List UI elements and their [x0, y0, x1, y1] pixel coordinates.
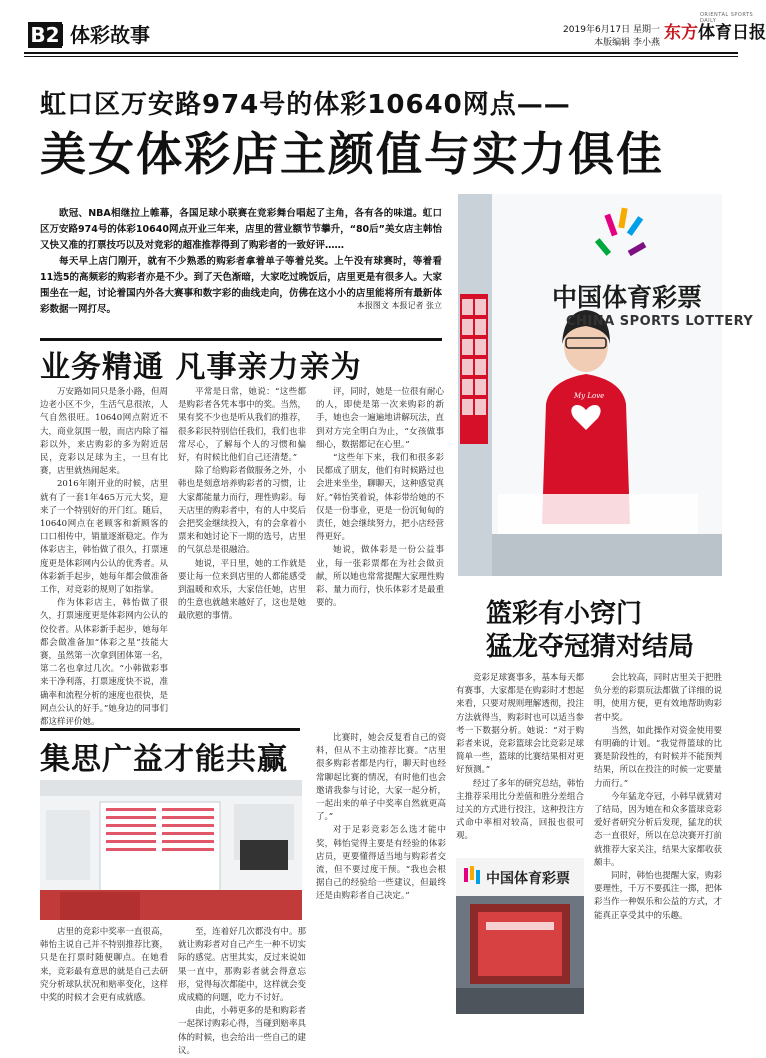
section1-column-1 — [40, 386, 168, 728]
section3-column-2 — [456, 672, 584, 848]
section-title-3-line2: 猛龙夺冠猜对结局 — [486, 632, 695, 662]
logo-red-part: 东方 — [664, 23, 698, 43]
body-paragraph: 至，连着好几次都没有中。那就让购彩者对自己产生一种不切实际的感觉。店里其实，反过来说如果一直中，那购彩者就会得意忘形，觉得每次都能中，这样就会变成成瘾的问题，吃力不讨好。 — [178, 927, 306, 1004]
issue-date: 2019年6月17日 星期一 — [563, 25, 660, 35]
section2-column-2 — [178, 926, 306, 1056]
editor-credit: 本版编辑 李小燕 — [594, 38, 660, 48]
section1-column-3 — [316, 386, 444, 720]
body-paragraph: 当然，如此操作对资金使用要有明确的计划。“我觉得篮球的比赛是阶段性的，有时候并不能预判结果，所以在投注的时候一定要量力而行。” — [594, 725, 722, 789]
section-title-3 — [486, 598, 694, 664]
masthead-rule-thin — [24, 56, 738, 57]
body-paragraph: “这些年下来，我们和很多彩民都成了朋友，他们有时候路过也会进来坐坐，聊聊天，这种感觉真好。”韩怡笑着说，体彩带给她的不仅是一份事业，更是一份沉甸甸的责任，她会继续努力，把小店经营得更好。 — [316, 453, 444, 543]
body-paragraph: 对于足彩竞彩怎么选才能中奖，韩怡觉得主要是有经验的体彩店员，更要懂得适当地与购彩者交流，但不要过度干预。“我也会根据自己的经验给一些建议，但最终还是由购彩者自己决定。” — [316, 825, 446, 902]
body-paragraph: 她说，平日里，她的工作就是要让每一位来到店里的人都能感受到温暖和欢乐，大家信任她，店里的生意也就越来越好了，这也是她最欣慰的事情。 — [178, 558, 306, 622]
article-subhead: 虹口区万安路974号的体彩10640网点—— — [40, 90, 571, 120]
logo-black-part: 体育日报 — [698, 23, 766, 43]
body-paragraph: 今年猛龙夺冠，小韩早就猜对了结局，因为她在和众多篮球竞彩爱好者研究分析后发现，猛龙的状态一直很好，所以在总决赛开打前就推荐大家关注，结果大家都收获颇丰。 — [594, 791, 722, 868]
masthead-rule — [24, 52, 738, 54]
article-headline: 美女体彩店主颜值与实力俱佳 — [40, 127, 664, 181]
photo-sign-cn: 中国体育彩票 — [552, 283, 703, 312]
shop-owner-photo — [458, 194, 754, 576]
body-paragraph: 作为体彩店主，韩怡做了很久，打票速度更是体彩网内公认的佼佼者。从体彩新手起步，她每年都会做准备加“体彩之星”技能大赛，虽然第一次拿到团体第一名，第二名也拿过几次。“小韩做彩事来干净利落，打票速度快不说，准确率和流程分析的速度也很快，是网点公认的好手。”她身边的同事们都这样评价她。 — [40, 598, 168, 728]
photo-sign-en: CHINA SPORTS LOTTERY — [566, 314, 754, 329]
body-paragraph: 同时，韩怡也提醒大家，购彩要理性，千万不要孤注一掷，把体彩当作一种娱乐和公益的方式，才能真正享受其中的乐趣。 — [594, 871, 722, 921]
lead-paragraph: 欧冠、NBA相继拉上帷幕，各国足球小联赛在竞彩舞台唱起了主角，各有各的味道。虹口区万安路974号的体彩10640网点开业三年来，店里的营业额节节攀升，“80后”美女店主韩怡又快又准的打票技巧以及对竞彩的超准推荐得到了购彩者的一致好评…… — [40, 208, 442, 251]
photo-shirt-text: My Love — [574, 392, 605, 400]
section2-column-1 — [40, 926, 168, 1014]
newspaper-logo — [664, 18, 766, 43]
page-code-badge: B2 — [28, 22, 62, 48]
body-paragraph: 除了给购彩者做服务之外，小韩也是刻意培养购彩者的习惯，让大家都能量力而行，理性购彩。每天店里的购彩者中，有的人中奖后会把奖金继续投入，有的会拿着小票来和她讨论下一期的选号，店里的气氛总是很融洽。 — [178, 466, 306, 556]
shop-interior-photo — [40, 780, 302, 920]
body-paragraph: 店里的竞彩中奖率一直很高，韩怡主说自己并不特别推荐比赛，只是在打票时随便聊点。在她看来，竞彩最有意思的就是自己去研究分析球队状况和赔率变化，这样中奖的时候才会更有成就感。 — [40, 927, 168, 1004]
section3-column-3 — [594, 672, 722, 1014]
body-paragraph: 平常是日常，她说：“这些都是购彩者各凭本事中的奖。当然，果有奖不少也是听从我们的推荐，很多彩民特别信任我们，我们也非常尽心，了解每个人的习惯和偏好，有时候比他们自己还清楚。” — [178, 387, 306, 464]
body-paragraph: 经过了多年的研究总结，韩怡主推荐采用比分差值和胜分差组合过关的方式进行投注，这种投注方式命中率相对较高，回报也很可观。 — [456, 778, 584, 842]
body-paragraph: 万安路如同只是条小路，但周边老小区不少，生活气息很浓，人气自然很旺。10640网点附近不大，商业氛围一般，而店内除了福彩以外，来店购彩的多为附近居民，竞彩以足球为主，一旦有比赛，店里就热闹起来。 — [40, 387, 168, 477]
photo-illustration — [458, 194, 722, 576]
body-paragraph: 会比较高，同时店里关于把胜负分差的彩票玩法都做了详细的说明，使用方便，更有效地帮助购彩者中奖。 — [594, 673, 722, 723]
interior-illustration — [40, 780, 302, 920]
body-paragraph: 竞彩足球赛事多，基本每天都有赛事，大家都是在购彩时才想起来看，只要对规则理解透彻，投注方法就得当，购彩时也可以适当参考一下数据分析。她说：“对于购彩者来说，竞彩篮球会比竞彩足球简单一些，篮球的比赛结果相对更好预测。” — [456, 673, 584, 776]
body-paragraph: 比赛时，她会反复看自己的资料，但从不主动推荐比赛。“店里很多购彩者都是内行，聊天时也经常聊起比赛的情况，有时他们也会邀请我参与讨论，大家一起分析，一起出来的单子中奖率自然就更高了。” — [316, 733, 446, 823]
shop-sign-cn: 中国体育彩票 — [486, 871, 570, 887]
lead-paragraph: 每天早上店门刚开，就有不少熟悉的购彩者拿着单子等着兑奖。上午没有球赛时，等着看11选5的高频彩的购彩者亦是不少。到了天色渐暗，大家吃过晚饭后，店里更是有很多人。大家围坐在一起，讨论着国内外各大赛事和数字彩的曲线走向，仿佛在这小小的店里能将所有最新体彩数据一网打尽。 — [40, 256, 442, 315]
section-title-2: 集思广益才能共赢 — [40, 742, 288, 777]
logo-subtitle: ORIENTAL SPORTS DAILY — [700, 12, 754, 24]
section-rule — [40, 728, 300, 731]
section-title-3-line1: 篮彩有小窍门 — [486, 599, 643, 629]
section-name: 体彩故事 — [70, 23, 150, 47]
body-paragraph: 她说，做体彩是一份公益事业，每一张彩票都在为社会做贡献，所以她也常常提醒大家理性购彩、量力而行，快乐体彩才是最重要的。 — [316, 545, 444, 609]
body-paragraph: 由此，小韩更多的是和购彩者一起探讨购彩心得，当碰到赔率具体的时候，也会给出一些自己的建议。 — [178, 1006, 306, 1056]
body-paragraph: 2016年刚开业的时候，店里就有了一套1年465万元大奖，迎来了一个特别好的开门红。随后，10640网点在老顾客和新顾客的口口相传中，销量逐渐稳定。作为体彩店主，韩怡做了很久，打票速度更是体彩网内公认的优秀者。从体彩新手起步，她每年都会做准备工作，对竞彩的规则了如指掌。 — [40, 479, 168, 596]
section1-column-2 — [178, 386, 306, 720]
shop-front-photo — [456, 858, 584, 1014]
section-rule — [40, 338, 442, 341]
section3-column-1 — [316, 732, 446, 1014]
header-meta — [540, 24, 660, 50]
body-paragraph: 评，同时，她是一位很有耐心的人，即使是第一次来购彩的新手，她也会一遍遍地讲解玩法，直到对方完全明白为止，“女孩做事细心，数据都记在心里。” — [316, 387, 444, 450]
header-divider — [61, 24, 63, 46]
section-title-1: 业务精通 凡事亲力亲为 — [40, 350, 362, 385]
article-byline: 本报图文 本报记者 张立 — [356, 301, 442, 310]
